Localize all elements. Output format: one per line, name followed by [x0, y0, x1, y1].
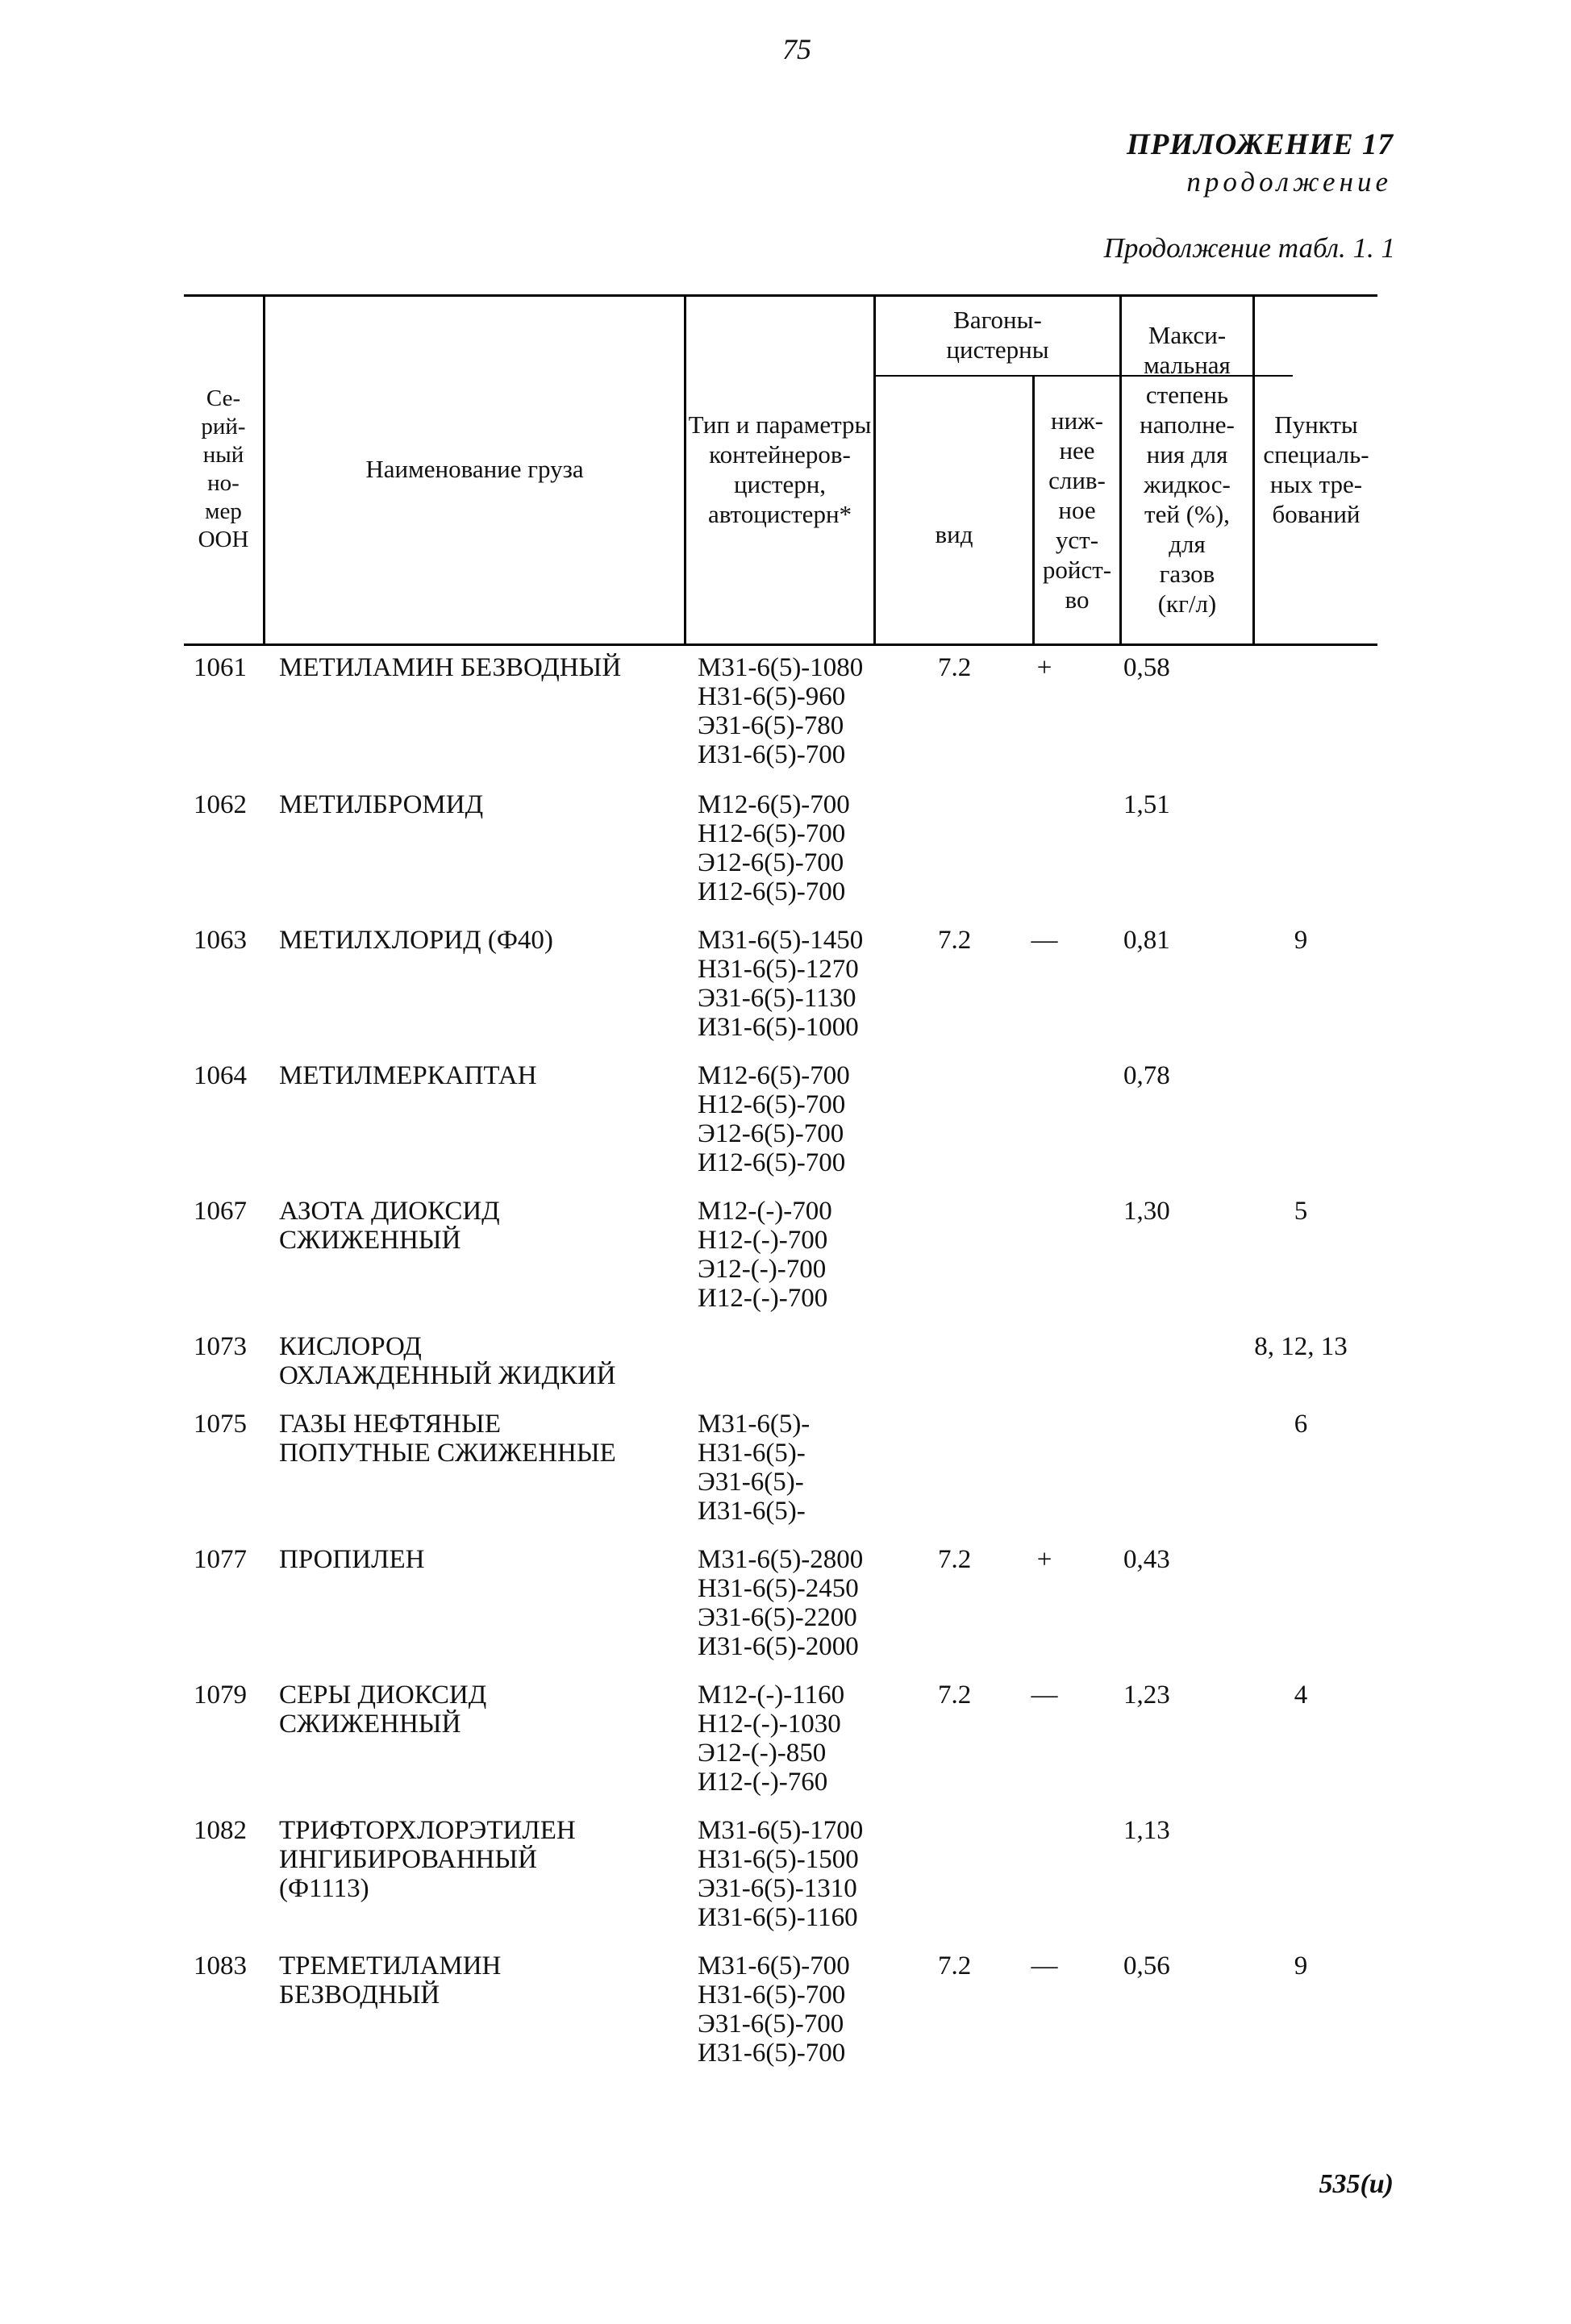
- container-type-line: Н12-(-)-700: [698, 1226, 828, 1255]
- un-number: 1063: [194, 926, 247, 955]
- header-wagons: Вагоны- цистерны: [946, 306, 1049, 364]
- max-fill: 1,30: [1123, 1197, 1170, 1226]
- container-type-line: И12-(-)-700: [698, 1284, 828, 1313]
- container-types: [698, 1545, 907, 1661]
- un-number: 1064: [194, 1061, 247, 1090]
- un-number: 1082: [194, 1816, 247, 1845]
- max-fill: 0,81: [1123, 926, 1170, 955]
- container-type-line: Н31-6(5)-700: [698, 1980, 846, 2010]
- container-type-line: И31-6(5)-1000: [698, 1013, 859, 1042]
- container-type-line: Н12-6(5)-700: [698, 1090, 846, 1119]
- container-type-line: М31-6(5)-2800: [698, 1545, 864, 1574]
- container-types: [698, 1197, 907, 1313]
- un-number: 1079: [194, 1681, 247, 1710]
- container-type-line: М12-6(5)-700: [698, 1061, 850, 1090]
- bottom-drain: +: [1036, 1545, 1052, 1574]
- un-number: 1061: [194, 653, 247, 682]
- container-type-line: М12-(-)-700: [698, 1197, 832, 1226]
- container-types: [698, 1061, 907, 1177]
- container-type-line: М31-6(5)-1080: [698, 653, 864, 682]
- container-type-line: Н31-6(5)-: [698, 1439, 806, 1468]
- un-number: 1062: [194, 790, 247, 819]
- cargo-name: КИСЛОРОД ОХЛАЖДЕННЫЙ ЖИДКИЙ: [279, 1332, 616, 1390]
- container-type-line: Н31-6(5)-1500: [698, 1845, 859, 1874]
- special-requirements: 6: [1294, 1410, 1308, 1439]
- bottom-drain: —: [1031, 1951, 1058, 1980]
- max-fill: 1,23: [1123, 1681, 1170, 1710]
- container-type-line: М12-6(5)-700: [698, 790, 850, 819]
- header-container-types: Тип и параметры контейнеров- цистерн, автоцистерн*: [688, 410, 872, 528]
- table-continuation-label: Продолжение табл. 1. 1: [1103, 232, 1395, 264]
- cargo-name: ПРОПИЛЕН: [279, 1545, 425, 1574]
- cargo-name: АЗОТА ДИОКСИД СЖИЖЕННЫЙ: [279, 1197, 500, 1255]
- container-type-line: И31-6(5)-2000: [698, 1632, 859, 1661]
- max-fill: 1,51: [1123, 790, 1170, 819]
- container-type-line: Э31-6(5)-2200: [698, 1603, 857, 1632]
- page-bottom-number: 535(и): [1319, 2169, 1394, 2199]
- container-type-line: Н12-(-)-1030: [698, 1710, 841, 1739]
- container-types: [698, 1410, 907, 1526]
- un-number: 1083: [194, 1951, 247, 1980]
- header-bottom-drain: ниж- нее слив- ное уст- ройст- во: [1042, 406, 1112, 614]
- un-number: 1073: [194, 1332, 247, 1361]
- max-fill: 1,13: [1123, 1816, 1170, 1845]
- container-type-line: И31-6(5)-1160: [698, 1903, 858, 1932]
- wagon-kind: 7.2: [938, 1545, 972, 1574]
- header-max-fill: Макси- мальная степень наполне- ния для жидкос- тей (%), для газов (кг/л): [1140, 320, 1235, 618]
- container-type-line: Э31-6(5)-780: [698, 711, 844, 740]
- container-type-line: Э31-6(5)-1310: [698, 1874, 857, 1903]
- container-type-line: Э12-(-)-700: [698, 1255, 827, 1284]
- container-type-line: Н31-6(5)-1270: [698, 955, 859, 984]
- un-number: 1077: [194, 1545, 247, 1574]
- header-un-number: Се- рий- ный но- мер ООН: [198, 385, 249, 552]
- page-top-number: 75: [782, 33, 811, 65]
- header-bottom-rule: [184, 643, 1377, 646]
- container-type-line: Н12-6(5)-700: [698, 819, 846, 848]
- header-wagon-kind: вид: [935, 520, 973, 548]
- cargo-name: МЕТИЛХЛОРИД (Ф40): [279, 926, 553, 955]
- container-type-line: И12-(-)-760: [698, 1768, 828, 1797]
- container-types: [698, 1681, 907, 1797]
- container-type-line: Э12-6(5)-700: [698, 848, 844, 877]
- appendix-title: ПРИЛОЖЕНИЕ 17: [1127, 128, 1394, 161]
- header-special-requirements: Пункты специаль- ных тре- бований: [1263, 410, 1369, 528]
- bottom-drain: +: [1036, 653, 1052, 682]
- container-types: [698, 653, 907, 769]
- cargo-name: МЕТИЛБРОМИД: [279, 790, 484, 819]
- header-cargo-name: Наименование груза: [365, 455, 584, 483]
- table-header: [184, 294, 1377, 645]
- bottom-drain: —: [1031, 1681, 1058, 1710]
- container-types: [698, 1816, 907, 1932]
- un-number: 1075: [194, 1410, 247, 1439]
- wagon-kind: 7.2: [938, 926, 972, 955]
- container-type-line: Э31-6(5)-1130: [698, 984, 856, 1013]
- max-fill: 0,43: [1123, 1545, 1170, 1574]
- max-fill: 0,78: [1123, 1061, 1170, 1090]
- cargo-name: ГАЗЫ НЕФТЯНЫЕ ПОПУТНЫЕ СЖИЖЕННЫЕ: [279, 1410, 616, 1468]
- container-type-line: М31-6(5)-700: [698, 1951, 850, 1980]
- container-type-line: М12-(-)-1160: [698, 1681, 845, 1710]
- wagon-kind: 7.2: [938, 1951, 972, 1980]
- container-type-line: Н31-6(5)-960: [698, 682, 846, 711]
- container-type-line: Э12-(-)-850: [698, 1739, 827, 1768]
- special-requirements: 9: [1294, 926, 1308, 955]
- container-type-line: Э31-6(5)-: [698, 1468, 804, 1497]
- bottom-drain: —: [1031, 926, 1058, 955]
- container-type-line: М31-6(5)-: [698, 1410, 811, 1439]
- container-type-line: Э12-6(5)-700: [698, 1119, 844, 1148]
- container-types: [698, 1951, 907, 2068]
- un-number: 1067: [194, 1197, 247, 1226]
- container-type-line: И31-6(5)-: [698, 1497, 806, 1526]
- max-fill: 0,56: [1123, 1951, 1170, 1980]
- container-type-line: Н31-6(5)-2450: [698, 1574, 859, 1603]
- cargo-name: СЕРЫ ДИОКСИД СЖИЖЕННЫЙ: [279, 1681, 487, 1739]
- container-type-line: Э31-6(5)-700: [698, 2010, 844, 2039]
- container-type-line: И31-6(5)-700: [698, 2039, 846, 2068]
- cargo-name: ТРЕМЕТИЛАМИН БЕЗВОДНЫЙ: [279, 1951, 502, 2010]
- cargo-name: МЕТИЛМЕРКАПТАН: [279, 1061, 537, 1090]
- wagon-kind: 7.2: [938, 653, 972, 682]
- container-type-line: М31-6(5)-1700: [698, 1816, 864, 1845]
- special-requirements: 9: [1294, 1951, 1308, 1980]
- container-type-line: М31-6(5)-1450: [698, 926, 864, 955]
- container-types: [698, 790, 907, 906]
- special-requirements: 4: [1294, 1681, 1308, 1710]
- container-type-line: И31-6(5)-700: [698, 740, 846, 769]
- special-requirements: 8, 12, 13: [1254, 1332, 1348, 1361]
- container-types: [698, 926, 907, 1042]
- wagon-kind: 7.2: [938, 1681, 972, 1710]
- container-type-line: И12-6(5)-700: [698, 877, 846, 906]
- cargo-name: ТРИФТОРХЛОРЭТИЛЕН ИНГИБИРОВАННЫЙ (Ф1113): [279, 1816, 576, 1903]
- special-requirements: 5: [1294, 1197, 1308, 1226]
- max-fill: 0,58: [1123, 653, 1170, 682]
- appendix-subtitle: продолжение: [1186, 166, 1392, 198]
- container-type-line: И12-6(5)-700: [698, 1148, 846, 1177]
- cargo-name: МЕТИЛАМИН БЕЗВОДНЫЙ: [279, 653, 622, 682]
